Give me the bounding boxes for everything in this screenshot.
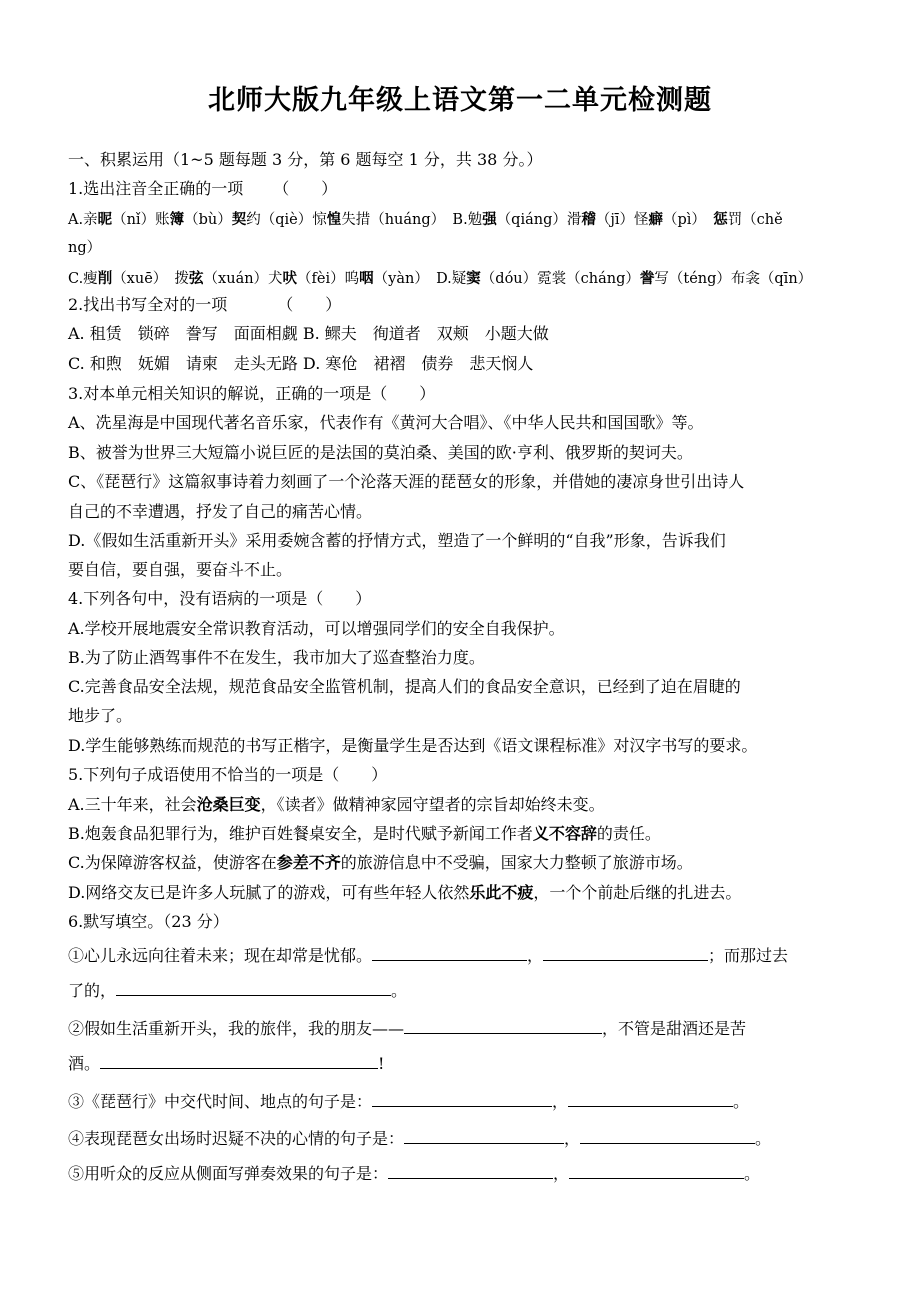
text-run: A.三十年来，社会 (68, 795, 197, 814)
text-run: 约（qiè）惊 (246, 212, 327, 228)
emphasized-text: 强 (482, 211, 497, 228)
emphasized-text: 稽 (581, 211, 596, 228)
text-run: A.亲 (68, 212, 98, 228)
answer-blank[interactable] (388, 1162, 553, 1179)
answer-blank[interactable] (404, 1127, 564, 1144)
section-heading: 一、积累运用（1~5 题每题 3 分，第 6 题每空 1 分，共 38 分。） (68, 150, 543, 169)
answer-blank[interactable] (100, 1052, 378, 1069)
emphasized-text: 窦 (466, 270, 481, 287)
question-5-option-c (68, 853, 693, 873)
answer-blank[interactable] (372, 944, 527, 961)
text-run: （fèi）呜 (297, 271, 360, 287)
text-run: 的旅游信息中不受骗，国家大力整顿了旅游市场。 (340, 853, 693, 872)
emphasized-text: 吠 (282, 270, 298, 287)
separator: ， (553, 1164, 570, 1183)
question-3-option-a: A、冼星海是中国现代著名音乐家，代表作有《黄河大合唱》、《中华人民共和国国歌》等。 (68, 413, 704, 432)
answer-blank[interactable] (580, 1127, 755, 1144)
page-title: 北师大版九年级上语文第一二单元检测题 (208, 85, 712, 116)
text-run: C.为保障游客权益，使游客在 (68, 853, 277, 872)
text-run: D.网络交友已是许多人玩腻了的游戏，可有些年轻人依然 (68, 883, 470, 902)
fill-prompt: ⑤用听众的反应从侧面写弹奏效果的句子是： (68, 1164, 389, 1183)
question-5-option-a (68, 795, 605, 815)
question-3-option-d: D.《假如生活重新开头》采用委婉含蓄的抒情方式，塑造了一个鲜明的“自我”形象，告诉我们 (68, 531, 726, 550)
question-3-stem: 3.对本单元相关知识的解说，正确的一项是（ ） (68, 384, 436, 403)
question-3-option-c: C、《琵琶行》这篇叙事诗着力刻画了一个沦落天涯的琵琶女的形象，并借她的凄凉身世引出诗人 (68, 472, 745, 491)
question-1-option-cd (68, 269, 812, 289)
question-5-option-b (68, 824, 661, 844)
answer-blank[interactable] (116, 979, 391, 996)
separator: 。 (755, 1129, 772, 1148)
emphasized-text: 惩 (713, 211, 728, 228)
text-run: （xuán）犬 (203, 271, 283, 287)
fill-prompt: 酒。 (68, 1054, 101, 1073)
question-4-stem: 4.下列各句中，没有语病的一项是（ ） (68, 589, 372, 608)
text-run: （dóu）霓裳（cháng） (480, 271, 640, 287)
question-6-stem: 6.默写填空。（23 分） (68, 912, 229, 931)
text-run: 失措（huáng） B.勉 (341, 212, 483, 228)
separator: ， (527, 946, 544, 965)
fill-item-3 (68, 1090, 749, 1112)
text-run: （qiáng）滑 (496, 212, 582, 228)
question-2-stem (68, 295, 341, 315)
text-run: B.炮轰食品犯罪行为，维护百姓餐桌安全，是时代赋予新闻工作者 (68, 824, 533, 843)
emphasized-text: 簿 (169, 211, 185, 228)
text-run: ，一个个前赴后继的扎进去。 (533, 883, 742, 902)
fill-item-2-cont (68, 1052, 384, 1074)
answer-paren: （ ） (277, 295, 342, 314)
question-4-option-c-cont: 地步了。 (68, 706, 133, 725)
fill-prompt: ③《琵琶行》中交代时间、地点的句子是： (68, 1092, 373, 1111)
text-run: （nǐ）账 (112, 212, 170, 228)
separator: 。 (744, 1164, 761, 1183)
question-stem-text: 1.选出注音全正确的一项 (68, 179, 244, 198)
question-1-option-ab (68, 210, 783, 230)
answer-blank[interactable] (543, 944, 708, 961)
text-run: 写（téng）布衾（qīn） (654, 271, 813, 287)
question-4-option-a: A.学校开展地震安全常识教育活动，可以增强同学们的安全自我保护。 (68, 619, 565, 638)
fill-item-1 (68, 944, 788, 966)
emphasized-text: 乐此不疲 (469, 883, 534, 902)
fill-prompt: ②假如生活重新开头，我的旅伴，我的朋友—— (68, 1019, 405, 1038)
question-2-option-ab: A. 租赁 锁碎 誊写 面面相觑 B. 鳏夫 徇道者 双颊 小题大做 (68, 324, 549, 343)
fill-prompt-tail: ，不管是甜酒还是苦 (602, 1019, 747, 1038)
fill-item-1-cont (68, 979, 407, 1001)
emphasized-text: 削 (97, 270, 113, 287)
separator: 。 (391, 981, 408, 1000)
question-3-option-b: B、被誉为世界三大短篇小说巨匠的是法国的莫泊桑、美国的欧·亨利、俄罗斯的契诃夫。 (68, 443, 693, 462)
text-run: （jī）怪 (595, 212, 649, 228)
question-1-stem (68, 179, 337, 199)
separator: ! (378, 1054, 385, 1073)
emphasized-text: 誊 (639, 270, 655, 287)
answer-paren: （ ） (273, 179, 338, 198)
fill-prompt-tail: ；而那过去 (708, 946, 789, 965)
answer-blank[interactable] (404, 1017, 602, 1034)
emphasized-text: 昵 (97, 211, 113, 228)
text-run: （bù） (184, 212, 232, 228)
emphasized-text: 咽 (359, 270, 374, 287)
fill-item-4 (68, 1127, 771, 1149)
fill-prompt: ①心儿永远向往着未来；现在却常是忧郁。 (68, 946, 373, 965)
emphasized-text: 弦 (189, 270, 204, 287)
emphasized-text: 义不容辞 (532, 824, 597, 843)
question-3-option-c-cont: 自己的不幸遭遇，抒发了自己的痛苦心情。 (68, 502, 373, 521)
fill-item-5 (68, 1162, 760, 1184)
question-4-option-c: C.完善食品安全法规，规范食品安全监管机制，提高人们的食品安全意识，已经到了迫在眉睫的 (68, 677, 741, 696)
emphasized-text: 契 (231, 211, 247, 228)
emphasized-text: 惶 (326, 211, 342, 228)
question-1-option-ab-cont: ng） (68, 240, 102, 256)
text-run: （xuē） 拨 (112, 271, 190, 287)
question-2-option-cd: C. 和煦 妩媚 请柬 走头无路 D. 寒伧 裙褶 债券 悲天悯人 (68, 354, 534, 373)
text-run: 罚（chě (727, 212, 783, 228)
answer-blank[interactable] (569, 1162, 744, 1179)
emphasized-text: 沧桑巨变 (196, 795, 261, 814)
separator: 。 (733, 1092, 750, 1111)
emphasized-text: 癖 (648, 211, 664, 228)
answer-blank[interactable] (568, 1090, 733, 1107)
fill-prompt: ④表现琵琶女出场时迟疑不决的心情的句子是： (68, 1129, 405, 1148)
question-4-option-d: D.学生能够熟练而规范的书写正楷字，是衡量学生是否达到《语文课程标准》对汉字书写的要求。 (68, 736, 758, 755)
text-run: ，《读者》做精神家园守望者的宗旨却始终未变。 (260, 795, 605, 814)
fill-item-2 (68, 1017, 746, 1039)
fill-prompt: 了的， (68, 981, 117, 1000)
text-run: （pì） (663, 212, 714, 228)
emphasized-text: 参差不齐 (276, 853, 341, 872)
text-run: C.瘦 (68, 271, 98, 287)
separator: ， (564, 1129, 581, 1148)
question-5-stem: 5.下列句子成语使用不恰当的一项是（ ） (68, 765, 388, 784)
question-3-option-d-cont: 要自信，要自强，要奋斗不止。 (68, 560, 293, 579)
text-run: （yàn） D.疑 (373, 271, 467, 287)
separator: ， (552, 1092, 569, 1111)
question-4-option-b: B.为了防止酒驾事件不在发生，我市加大了巡查整治力度。 (68, 648, 485, 667)
text-run: 的责任。 (596, 824, 661, 843)
question-5-option-d (68, 883, 741, 903)
question-stem-text: 2.找出书写全对的一项 (68, 295, 228, 314)
answer-blank[interactable] (372, 1090, 552, 1107)
